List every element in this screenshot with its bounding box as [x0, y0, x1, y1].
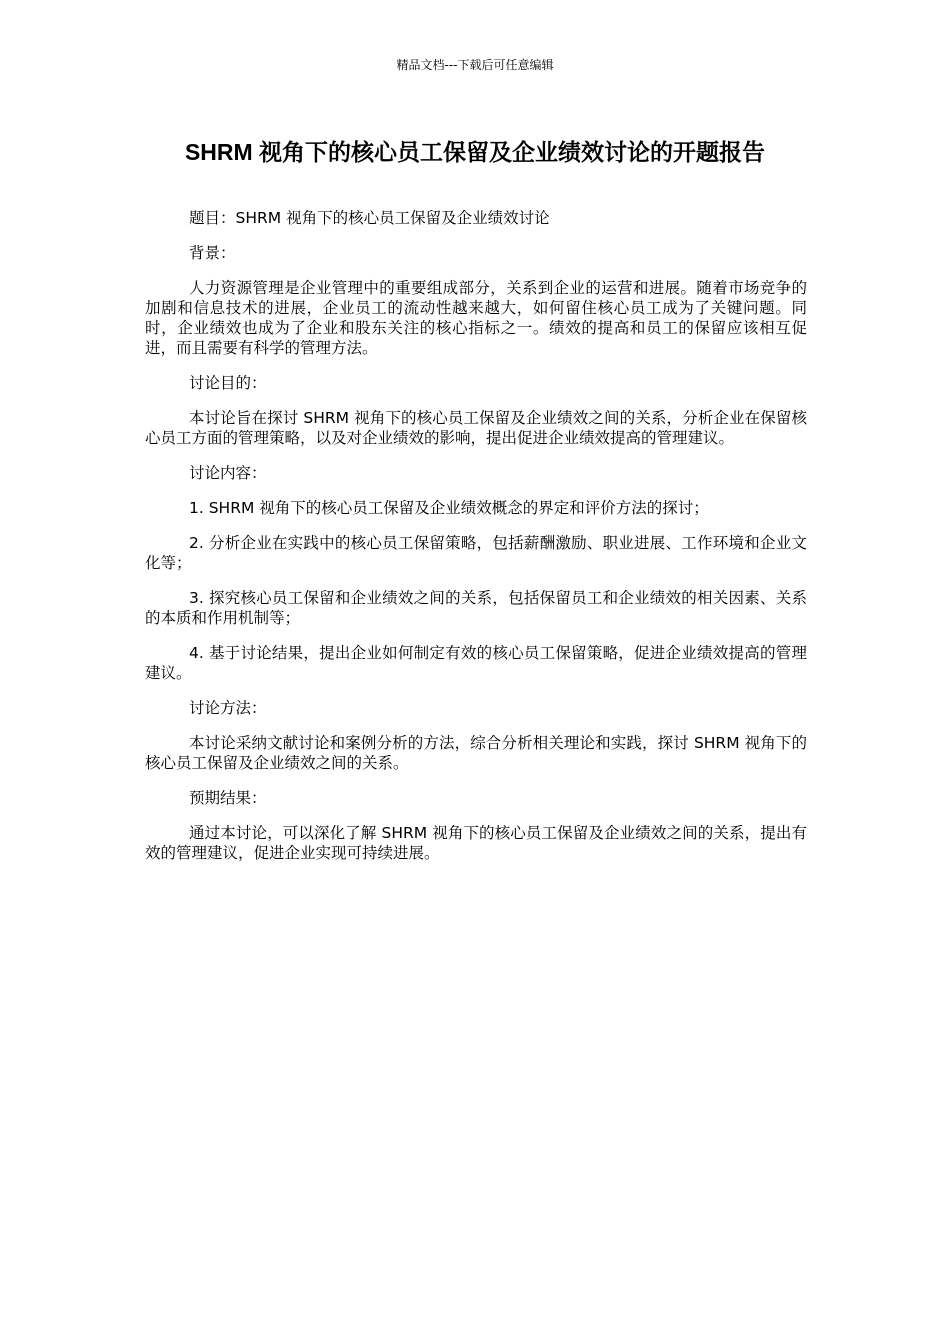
section-heading-purpose: 讨论目的： [189, 374, 267, 392]
section-heading-background: 背景： [189, 244, 236, 262]
paragraph-results: 通过本讨论，可以深化了解 SHRM 视角下的核心员工保留及企业绩效之间的关系，提出有效的管理建议，促进企业实现可持续进展。 [145, 824, 807, 862]
paragraph-background: 人力资源管理是企业管理中的重要组成部分，关系到企业的运营和进展。随着市场竞争的加剧和信息技术的进展，企业员工的流动性越来越大，如何留住核心员工成为了关键问题。同时，企业绩效也成为了企业和股东关注的核心指标之一。绩效的提高和员工的保留应该相互促进，而且需要有科学的管理方法。 [145, 279, 807, 357]
document-body [145, 208, 807, 878]
header-note: 精品文档---下载后可任意编辑 [396, 58, 554, 72]
content-item-1: 1. SHRM 视角下的核心员工保留及企业绩效概念的界定和评价方法的探讨； [189, 499, 709, 517]
section-heading-content: 讨论内容： [189, 464, 267, 482]
content-item-4: 4. 基于讨论结果，提出企业如何制定有效的核心员工保留策略，促进企业绩效提高的管理建议。 [145, 644, 807, 682]
topic-line: 题目：SHRM 视角下的核心员工保留及企业绩效讨论 [189, 209, 550, 227]
content-item-3: 3. 探究核心员工保留和企业绩效之间的关系，包括保留员工和企业绩效的相关因素、关系的本质和作用机制等； [145, 589, 807, 627]
section-heading-results: 预期结果： [189, 789, 267, 807]
paragraph-method: 本讨论采纳文献讨论和案例分析的方法，综合分析相关理论和实践，探讨 SHRM 视角下的核心员工保留及企业绩效之间的关系。 [145, 734, 807, 772]
paragraph-purpose: 本讨论旨在探讨 SHRM 视角下的核心员工保留及企业绩效之间的关系，分析企业在保留核心员工方面的管理策略，以及对企业绩效的影响，提出促进企业绩效提高的管理建议。 [145, 409, 807, 447]
content-item-2: 2. 分析企业在实践中的核心员工保留策略，包括薪酬激励、职业进展、工作环境和企业文化等； [145, 534, 807, 572]
document-title: SHRM 视角下的核心员工保留及企业绩效讨论的开题报告 [184, 139, 766, 165]
section-heading-method: 讨论方法： [189, 699, 267, 717]
